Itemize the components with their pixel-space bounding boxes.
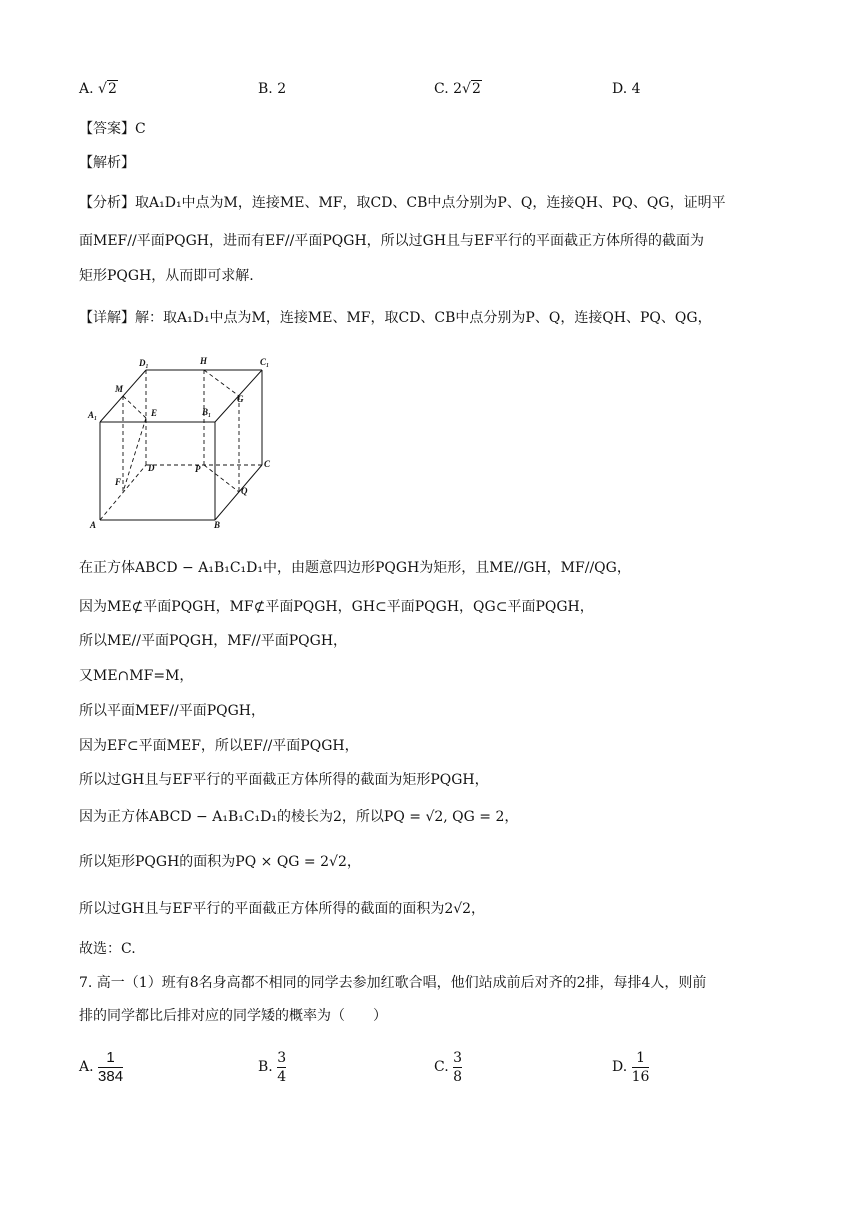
fraction: $\frac{3}{8}$ (453, 1049, 463, 1085)
label-h: H (200, 356, 208, 366)
solution-line-9: 所以矩形PQGH的面积为PQ × QG = 2√2， (79, 854, 361, 870)
solution-line-3: 所以ME//平面PQGH，MF//平面PQGH， (79, 633, 348, 649)
label-c1: C₁ (260, 357, 270, 367)
label-g: G (237, 394, 244, 404)
segment-pq (204, 465, 239, 492)
analysis-heading: 【解析】 (79, 155, 135, 171)
q6-option-b: B. 2 (258, 81, 287, 97)
cube-figure (84, 352, 284, 532)
edge-b-c (215, 465, 262, 520)
label-f: F (115, 477, 122, 487)
solution-line-5: 所以平面MEF//平面PQGH， (79, 703, 265, 719)
label-a1: A₁ (88, 410, 98, 420)
solution-line-7: 所以过GH且与EF平行的平面截正方体所得的截面为矩形PQGH， (79, 772, 489, 788)
solution-line-11: 故选：C. (79, 941, 136, 957)
q7-option-a: A. $\frac{1}{384}$ (79, 1048, 124, 1085)
label-p: P (195, 464, 201, 474)
sqrt-expression: √2 (98, 81, 117, 97)
label-m: M (115, 384, 124, 394)
fraction: $\frac{1}{384}$ (98, 1048, 124, 1085)
fenxi-line-2: 面MEF//平面PQGH，进而有EF//平面PQGH，所以过GH且与EF平行的平面截正方体所得的截面为 (79, 233, 704, 249)
q7-stem-line-2: 排的同学都比后排对应的同学矮的概率为（ ） (79, 1008, 387, 1024)
label-a: A (90, 520, 97, 530)
q6-option-c: C. 2√2 (434, 81, 481, 97)
solution-line-2: 因为ME⊄平面PQGH，MF⊄平面PQGH，GH⊂平面PQGH，QG⊂平面PQGH， (79, 599, 594, 615)
fraction: $\frac{3}{4}$ (277, 1049, 287, 1085)
solution-line-6: 因为EF⊂平面MEF，所以EF//平面PQGH， (79, 738, 359, 754)
segment-ef (123, 418, 146, 492)
fenxi-line-3: 矩形PQGH，从而即可求解. (79, 268, 254, 284)
label-d1: D₁ (139, 358, 149, 368)
segment-hg (204, 370, 239, 396)
fenxi-line-1: 【分析】取A₁D₁中点为M，连接ME、MF，取CD、CB中点分别为P、Q，连接QH、PQ、QG，证明平 (79, 195, 726, 211)
q7-option-b: B. $\frac{3}{4}$ (258, 1049, 287, 1085)
label-q: Q (241, 486, 248, 496)
q6-option-a: A. √2 (79, 81, 117, 97)
solution-line-1: 在正方体ABCD − A₁B₁C₁D₁中，由题意四边形PQGH为矩形，且ME//GH，MF//QG， (79, 560, 631, 576)
segment-me (123, 396, 146, 418)
fraction: $\frac{1}{16}$ (631, 1049, 650, 1085)
label-d: D (148, 463, 155, 473)
label-b1: B₁ (202, 407, 212, 417)
q7-option-c: C. $\frac{3}{8}$ (434, 1049, 463, 1085)
solution-line-4: 又ME∩MF=M， (79, 668, 194, 684)
q6-option-d: D. 4 (612, 81, 641, 97)
q7-stem-line-1: 7. 高一（1）班有8名身高都不相同的同学去参加红歌合唱，他们站成前后对齐的2排，每排4人，则前 (79, 975, 707, 991)
solution-line-10: 所以过GH且与EF平行的平面截正方体所得的截面的面积为2√2， (79, 901, 486, 917)
solution-line-8: 因为正方体ABCD − A₁B₁C₁D₁的棱长为2，所以PQ = √2, QG = 2， (79, 809, 519, 825)
q7-option-d: D. $\frac{1}{16}$ (612, 1049, 650, 1085)
answer-line: 【答案】C (79, 121, 146, 137)
sqrt-expression: √2 (462, 81, 481, 97)
label-c: C (264, 459, 271, 469)
label-b: B (214, 520, 221, 530)
xiangjie-line-1: 【详解】解：取A₁D₁中点为M，连接ME、MF，取CD、CB中点分别为P、Q，连接QH、PQ、QG， (79, 310, 712, 326)
label-e: E (151, 408, 158, 418)
